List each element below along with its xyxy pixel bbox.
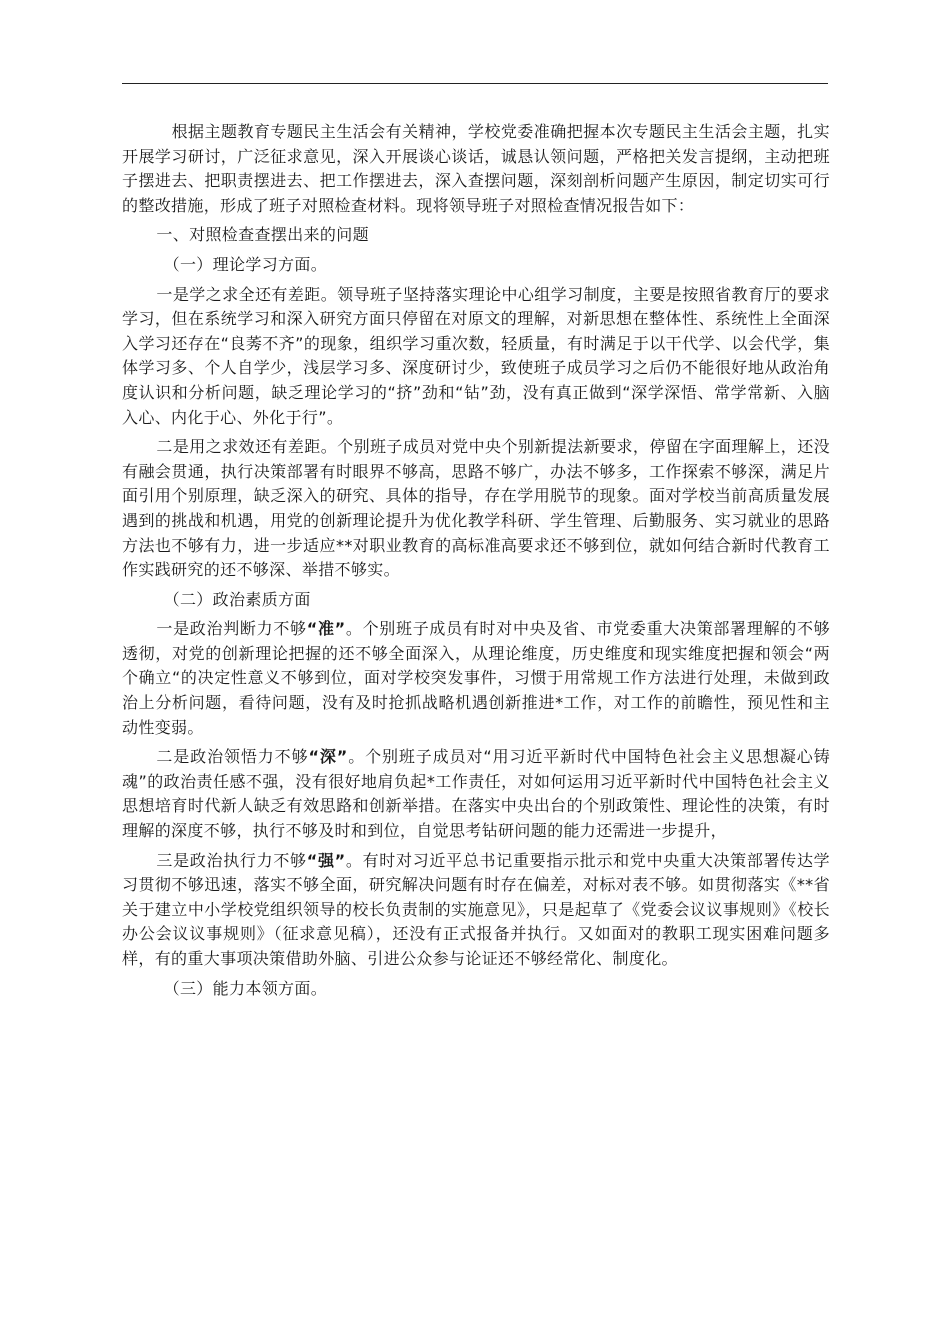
emphasis-keyword: “强” [306,850,346,870]
paragraph-political-2 [122,745,830,843]
section-heading-1: 一、对照检查查摆出来的问题 [156,225,369,245]
subsection-heading-ability: （三）能力本领方面。 [163,978,328,998]
document-body [122,120,830,1001]
paragraph-political-1 [122,617,830,740]
paragraph-lead: 一是政治判断力不够 [156,619,307,639]
paragraph-lead: 三是政治执行力不够 [156,850,307,870]
paragraph-rest: 。个别班子成员对“用习近平新时代中国特色社会主义思想凝心铸魂”的政治责任感不强，没有很好地肩负起*工作责任，对如何运用习近平新时代中国特色社会主义思想培育时代新人缺乏有效思路和创新举措。在落实中央出台的个别政策性、理论性的决策，有时理解的深度不够，执行不够及时和到位，自觉思考钻研问题的能力还需进一步提升， [122,747,830,841]
subsection-heading-theory: （一）理论学习方面。 [163,254,328,274]
header-rule [122,83,828,84]
paragraph-rest: 。有时对习近平总书记重要指示批示和党中央重大决策部署传达学习贯彻不够迅速，落实不够全面，研究解决问题有时存在偏差，对标对表不够。如贯彻落实《**省关于建立中小学校党组织领导的校长负责制的实施意见》，只是起草了《党委会议议事规则》《校长办公会议议事规则》（征求意见稿），还没有正式报备并执行。又如面对的教职工现实困难问题多样，有的重大事项决策借助外脑、引进公众参与论证还不够经常化、制度化。 [122,850,830,968]
paragraph-theory-2: 二是用之求效还有差距。个别班子成员对党中央个别新提法新要求，停留在字面理解上，还没有融会贯通，执行决策部署有时眼界不够高，思路不够广，办法不够多，工作探索不够深，满足片面引用个别原理，缺乏深入的研究、具体的指导，存在学用脱节的现象。面对学校当前高质量发展遇到的挑战和机遇，用党的创新理论提升为优化教学科研、学生管理、后勤服务、实习就业的思路方法也不够有力，进一步适应**对职业教育的高标准高要求还不够到位，就如何结合新时代教育工作实践研究的还不够深、举措不够实。 [122,437,830,580]
emphasis-keyword: “深” [308,747,348,767]
emphasis-keyword: “准” [306,619,346,639]
paragraph-lead: 二是政治领悟力不够 [156,747,309,767]
paragraph-political-3 [122,849,830,972]
paragraph-rest: 。个别班子成员有时对中央及省、市党委重大决策部署理解的不够透彻，对党的创新理论把握的还不够全面深入，从理论维度，历史维度和现实维度把握和领会“两个确立“的决定性意义不够到位，面对学校突发事件，习惯于用常规工作方法进行处理，未做到政治上分析问题，看待问题，没有及时抢抓战略机遇创新推进*工作，对工作的前瞻性，预见性和主动性变弱。 [122,619,830,737]
paragraph-theory-1: 一是学之求全还有差距。领导班子坚持落实理论中心组学习制度，主要是按照省教育厅的要求学习，但在系统学习和深入研究方面只停留在对原文的理解，对新思想在整体性、系统性上全面深入学习还存在“良莠不齐”的现象，组织学习重次数，轻质量，有时满足于以干代学、以会代学，集体学习多、个人自学少，浅层学习多、深度研讨少，致使班子成员学习之后仍不能很好地从政治角度认识和分析问题，缺乏理论学习的“挤”劲和“钻”劲，没有真正做到“深学深悟、常学常新、入脑入心、内化于心、外化于行”。 [122,284,830,427]
subsection-heading-political: （二）政治素质方面 [163,589,311,609]
intro-paragraph: 根据主题教育专题民主生活会有关精神，学校党委准确把握本次专题民主生活会主题，扎实开展学习研讨，广泛征求意见，深入开展谈心谈话，诚恳认领问题，严格把关发言提纲，主动把班子摆进去、把职责摆进去、把工作摆进去，深入查摆问题，深刻剖析问题产生原因，制定切实可行的整改措施，形成了班子对照检查材料。现将领导班子对照检查情况报告如下： [122,122,830,215]
